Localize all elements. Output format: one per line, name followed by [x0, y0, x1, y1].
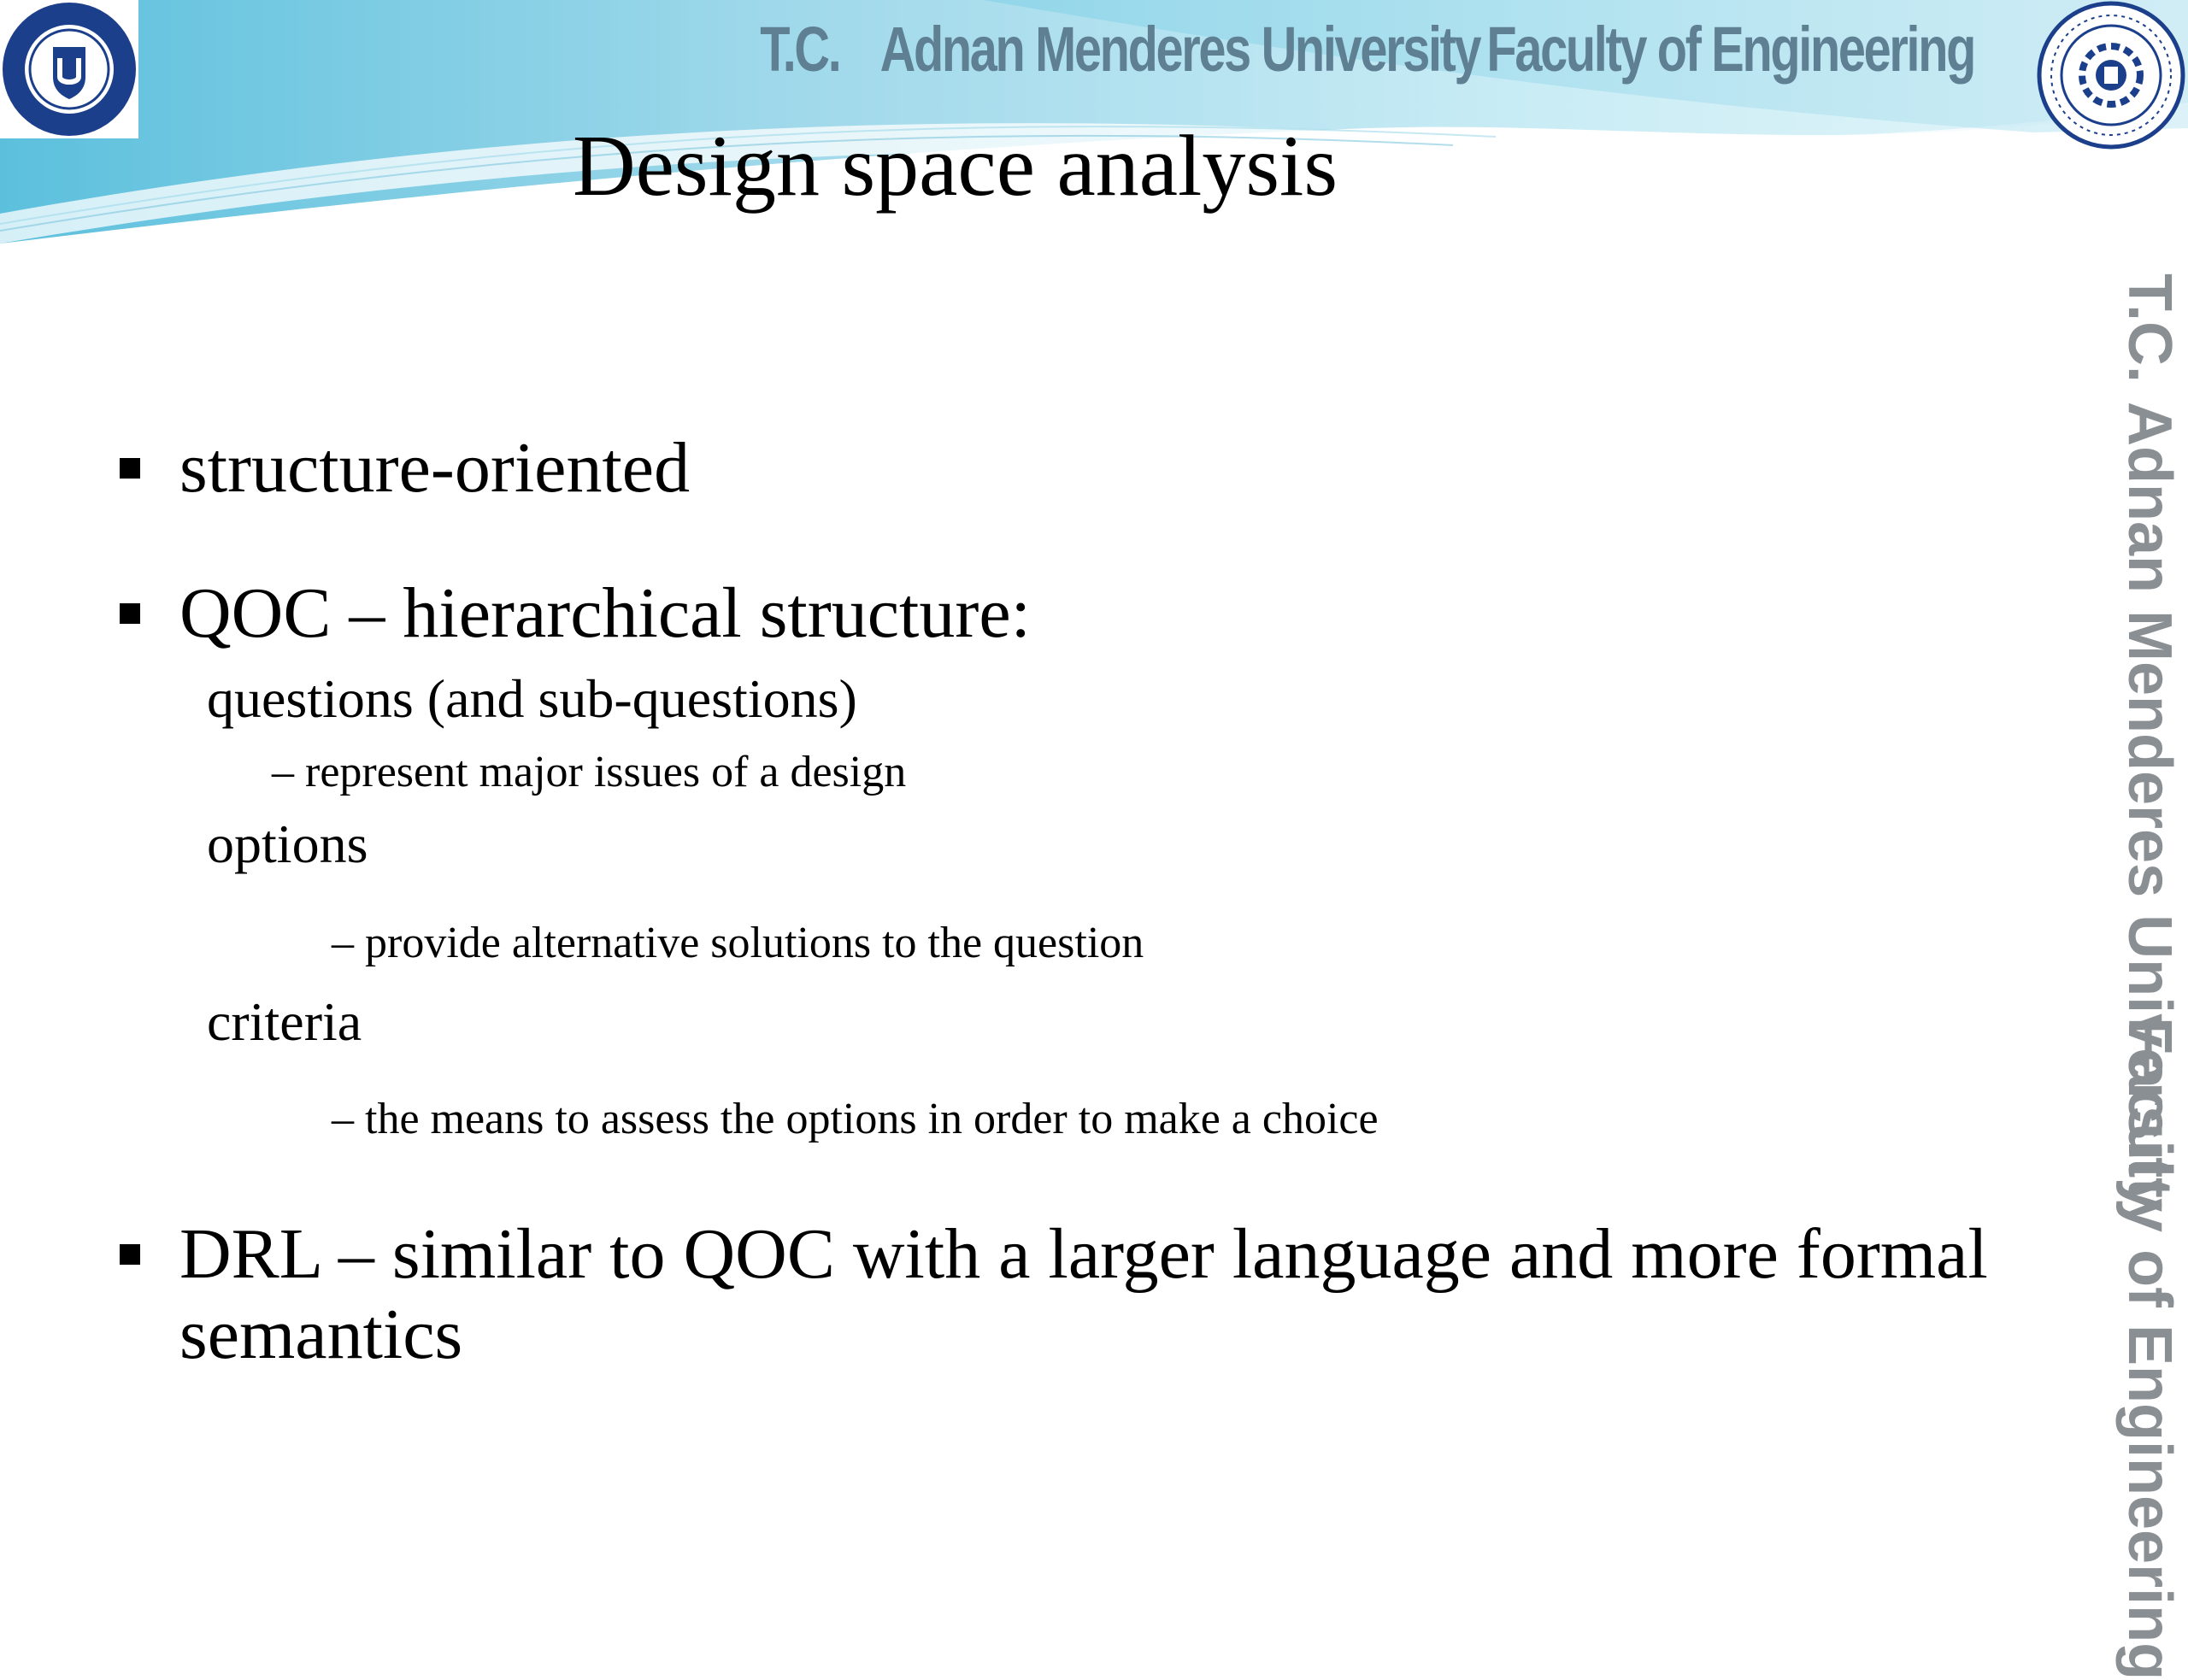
engineering-faculty-seal-logo — [2034, 0, 2188, 154]
sub-item-questions: questions (and sub-questions) — [207, 668, 857, 729]
sub-item-criteria: criteria — [207, 991, 362, 1052]
bullet-drl: DRL – similar to QOC with a larger language and more formal — [179, 1214, 1988, 1294]
header-faculty: Faculty of Engineering — [1486, 14, 1975, 85]
header-university: Adnan Menderes University — [879, 14, 1480, 85]
side-university: Adnan Menderes University — [2115, 402, 2184, 1213]
side-banner-text — [2111, 273, 2188, 1680]
sub-detail-criteria: – the means to assess the options in order to make a choice — [332, 1095, 1379, 1143]
bullet-marker — [120, 1244, 140, 1265]
bullet-qoc: QOC – hierarchical structure: — [179, 573, 1031, 653]
bullet-marker — [120, 603, 140, 624]
university-seal-logo — [0, 0, 138, 138]
sub-detail-questions: – represent major issues of a design — [272, 748, 907, 796]
side-faculty: Faculty of Engineering — [2115, 1017, 2184, 1680]
header-banner-text — [0, 7, 1975, 92]
header-institution: T.C. — [760, 14, 840, 85]
bullet-drl-continuation: semantics — [179, 1295, 463, 1374]
slide-title: Design space analysis — [573, 118, 1338, 214]
sub-detail-options: – provide alternative solutions to the question — [332, 919, 1144, 967]
bullet-structure-oriented: structure-oriented — [179, 428, 691, 508]
bullet-marker — [120, 458, 140, 479]
side-institution: T.C. — [2115, 273, 2184, 384]
sub-item-options: options — [207, 814, 368, 874]
